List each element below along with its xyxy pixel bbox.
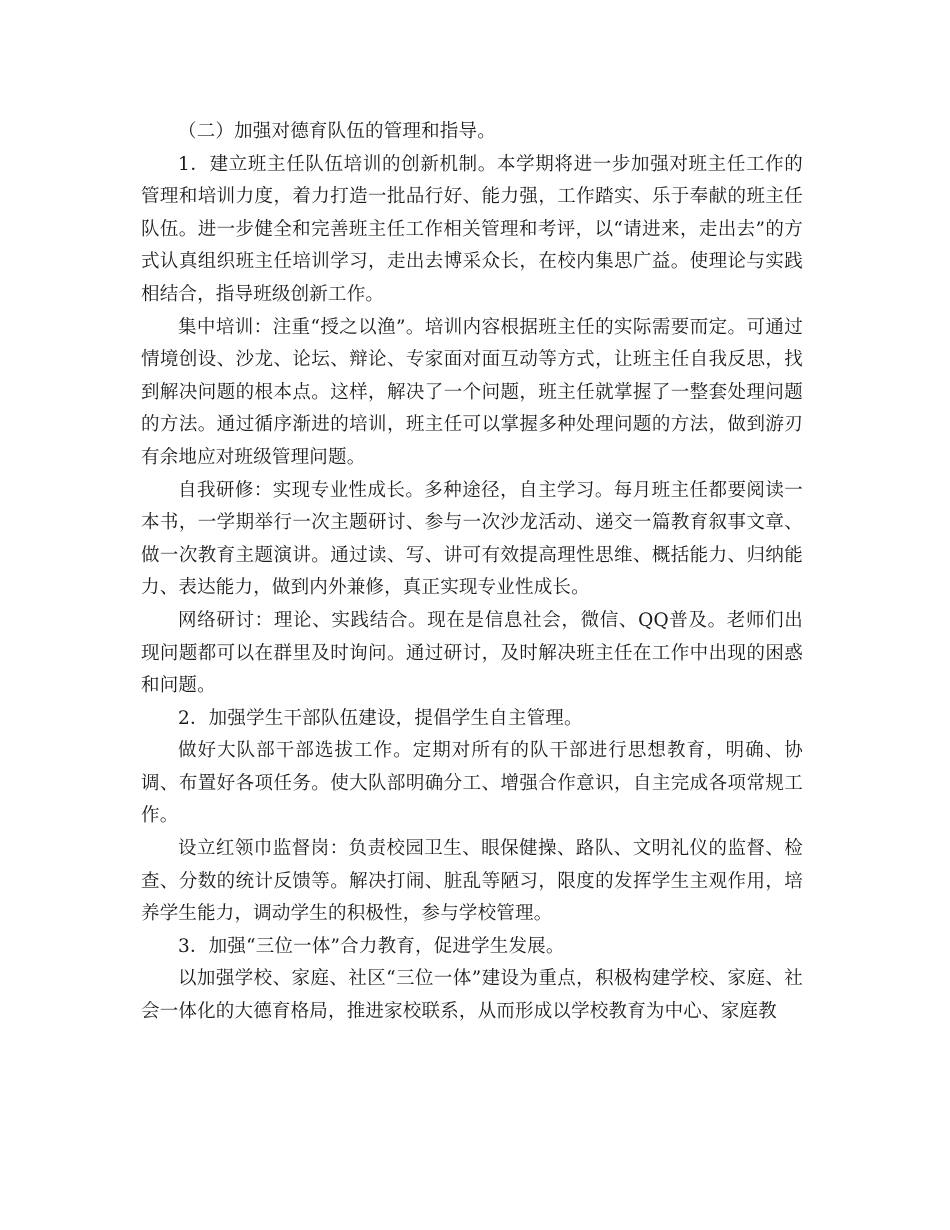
paragraph: 以加强学校、家庭、社区“三位一体”建设为重点，积极构建学校、家庭、社会一体化的大德育格局，推进家校联系，从而形成以学校教育为中心、家庭教 bbox=[141, 968, 803, 1023]
section-heading: （二）加强对德育队伍的管理和指导。 bbox=[178, 121, 496, 142]
document-body bbox=[141, 116, 803, 1029]
paragraph: 集中培训：注重“授之以渔”。培训内容根据班主任的实际需要而定。可通过情境创设、沙龙、论坛、辩论、专家面对面互动等方式，让班主任自我反思，找到解决问题的根本点。这样，解决了一个问题，班主任就掌握了一整套处理问题的方法。通过循序渐进的培训，班主任可以掌握多种处理问题的方法，做到游刃有余地应对班级管理问题。 bbox=[141, 316, 803, 468]
paragraph: 1．建立班主任队伍培训的创新机制。本学期将进一步加强对班主任工作的管理和培训力度，着力打造一批品行好、能力强，工作踏实、乐于奉献的班主任队伍。进一步健全和完善班主任工作相关管理和考评，以“请进来，走出去”的方式认真组织班主任培训学习，走出去博采众长，在校内集思广益。使理论与实践相结合，指导班级创新工作。 bbox=[141, 153, 803, 305]
paragraph: 做好大队部干部选拔工作。定期对所有的队干部进行思想教育，明确、协调、布置好各项任务。使大队部明确分工、增强合作意识，自主完成各项常规工作。 bbox=[141, 740, 803, 827]
paragraph: 3．加强“三位一体”合力教育，促进学生发展。 bbox=[178, 935, 565, 957]
paragraph: 设立红领巾监督岗：负责校园卫生、眼保健操、路队、文明礼仪的监督、检查、分数的统计反馈等。解决打闹、脏乱等陋习，限度的发挥学生主观作用，培养学生能力，调动学生的积极性，参与学校管理。 bbox=[141, 838, 803, 925]
paragraph: 网络研讨：理论、实践结合。现在是信息社会，微信、QQ普及。老师们出现问题都可以在群里及时询问。通过研讨，及时解决班主任在工作中出现的困惑和问题。 bbox=[141, 609, 803, 697]
paragraph: 2．加强学生干部队伍建设，提倡学生自主管理。 bbox=[178, 707, 583, 729]
paragraph: 自我研修：实现专业性成长。多种途径，自主学习。每月班主任都要阅读一本书，一学期举行一次主题研讨、参与一次沙龙活动、递交一篇教育叙事文章、做一次教育主题演讲。通过读、写、讲可有效提高理性思维、概括能力、归纳能力、表达能力，做到内外兼修，真正实现专业性成长。 bbox=[141, 479, 803, 599]
